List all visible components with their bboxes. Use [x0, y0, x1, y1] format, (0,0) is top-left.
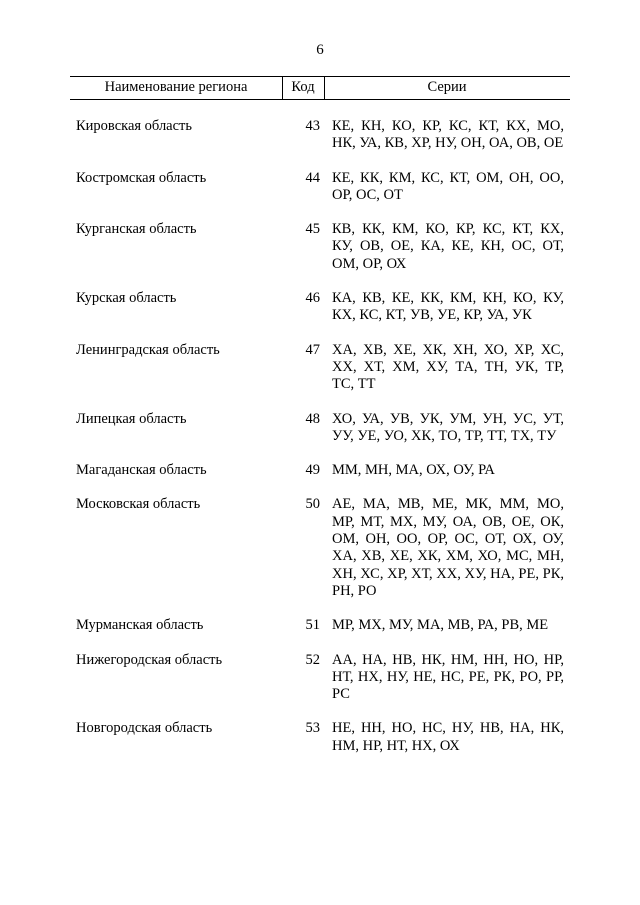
region-name: Нижегородская область	[76, 651, 223, 668]
page-number: 6	[316, 42, 324, 58]
region-code: 52	[305, 651, 320, 668]
table-row	[70, 720, 570, 755]
region-code: 43	[305, 118, 320, 134]
table-row	[70, 290, 570, 325]
region-name: Мурманская область	[76, 617, 204, 634]
table-row	[70, 170, 570, 205]
region-code: 51	[305, 617, 320, 634]
region-code: 47	[305, 341, 320, 358]
table-row	[70, 617, 570, 634]
region-series: АЕ, МА, МВ, МЕ, МК, ММ, МО, МР, МТ, МХ, МУ, ОА, ОВ, ОЕ, ОК, ОМ, ОН, ОО, ОР, ОС, ОТ, ОХ, ОУ, ХА, ХВ, ХЕ, ХК, ХМ, ХО, МС, МН, ХН, ХС, ХР, ХТ, ХХ, ХУ, НА, РЕ, РК, РН, РО	[332, 496, 564, 599]
header-region-name: Наименование региона	[104, 79, 248, 95]
region-series: КЕ, КК, КМ, КС, КТ, ОМ, ОН, ОО, ОР, ОС, ОТ	[332, 169, 564, 203]
table-body	[70, 118, 570, 755]
table-row	[70, 411, 570, 446]
table-row	[70, 462, 570, 479]
region-code: 49	[305, 462, 320, 479]
region-series: МР, МХ, МУ, МА, МВ, РА, РВ, МЕ	[332, 617, 549, 634]
region-name: Ленинградская область	[76, 341, 220, 358]
header-code: Код	[291, 79, 315, 95]
region-series: ХА, ХВ, ХЕ, ХК, ХН, ХО, ХР, ХС, ХХ, ХТ, ХМ, ХУ, ТА, ТН, УК, ТР, ТС, ТТ	[332, 341, 564, 393]
region-series: АА, НА, НВ, НК, НМ, НН, НО, НР, НТ, НХ, НУ, НЕ, НС, РЕ, РК, РО, РР, РС	[332, 651, 564, 703]
region-code: 48	[305, 410, 320, 427]
regions-table	[70, 76, 570, 755]
table-row	[70, 118, 570, 153]
table-row	[70, 496, 570, 600]
region-code: 45	[305, 221, 320, 238]
region-name: Костромская область	[76, 169, 207, 186]
region-code: 44	[305, 169, 320, 186]
region-name: Кировская область	[76, 118, 193, 134]
table-row	[70, 342, 570, 394]
table-header	[70, 76, 570, 100]
table-row	[70, 652, 570, 704]
region-name: Курская область	[76, 290, 177, 307]
region-code: 46	[305, 290, 320, 307]
region-code: 53	[305, 720, 320, 737]
header-series: Серии	[427, 79, 467, 95]
region-series: КВ, КК, КМ, КО, КР, КС, КТ, КХ, КУ, ОВ, ОЕ, КА, КЕ, КН, ОС, ОТ, ОМ, ОР, ОХ	[332, 221, 564, 272]
region-name: Московская область	[76, 496, 201, 513]
region-name: Курганская область	[76, 221, 197, 238]
region-name: Новгородская область	[76, 720, 213, 737]
region-name: Липецкая область	[76, 410, 187, 427]
region-series: НЕ, НН, НО, НС, НУ, НВ, НА, НК, НМ, НР, НТ, НХ, ОХ	[332, 720, 564, 754]
region-code: 50	[305, 496, 320, 513]
region-series: КЕ, КН, КО, КР, КС, КТ, КХ, МО, НК, УА, КВ, ХР, НУ, ОН, ОА, ОВ, ОЕ	[332, 118, 564, 152]
region-name: Магаданская область	[76, 462, 207, 479]
region-series: ММ, МН, МА, ОХ, ОУ, РА	[332, 462, 495, 479]
region-series: ХО, УА, УВ, УК, УМ, УН, УС, УТ, УУ, УЕ, УО, ХК, ТО, ТР, ТТ, ТХ, ТУ	[332, 410, 564, 444]
region-series: КА, КВ, КЕ, КК, КМ, КН, КО, КУ, КХ, КС, КТ, УВ, УЕ, КР, УА, УК	[332, 290, 564, 324]
table-row	[70, 221, 570, 273]
